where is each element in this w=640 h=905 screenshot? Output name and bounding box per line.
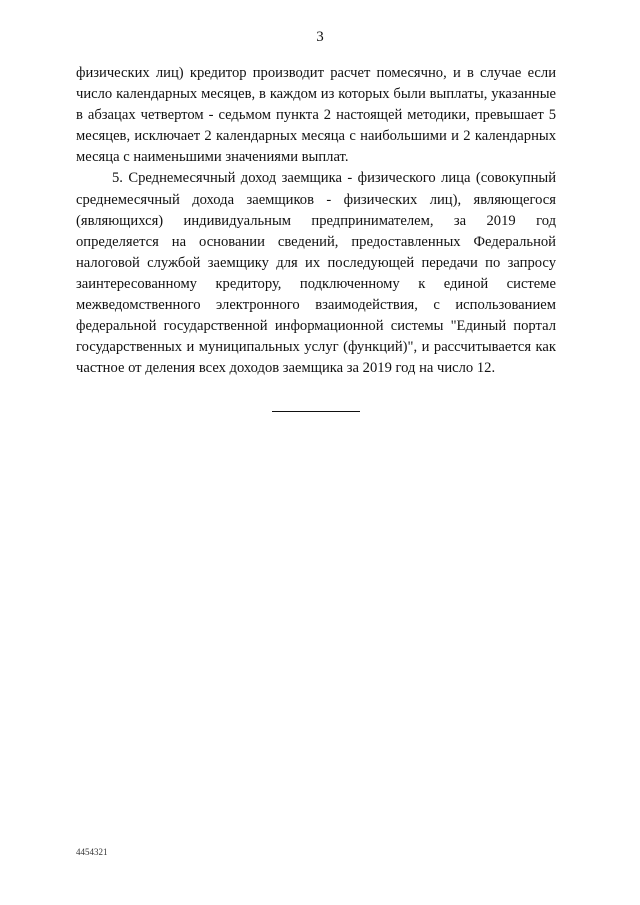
- document-body: [76, 63, 556, 379]
- end-divider-line: [272, 411, 360, 412]
- paragraph-item-5: 5. Среднемесячный доход заемщика - физического лица (совокупный среднемесячный дохода заемщиков - физических лиц), являющегося (являющихся) индивидуальным предпринимателем, за 2019 год определяется на основании сведений, предоставленных Федеральной налоговой службой заемщику для их последующей передачи по запросу заинтересованному кредитору, подключенному к единой системе межведомственного электронного взаимодействия, с использованием федеральной государственной информационной системы "Единый портал государственных и муниципальных услуг (функций)", и рассчитывается как частное от деления всех доходов заемщика за 2019 год на число 12.: [76, 170, 556, 377]
- page-number: 3: [316, 29, 324, 45]
- document-code: 4454321: [76, 847, 108, 857]
- paragraph-continuation: физических лиц) кредитор производит расчет помесячно, и в случае если число календарных месяцев, в каждом из которых были выплаты, указанные в абзацах четвертом - седьмом пункта 2 настоящей методики, превышает 5 месяцев, исключает 2 календарных месяца с наибольшими и 2 календарных месяца с наименьшими значениями выплат.: [76, 65, 556, 166]
